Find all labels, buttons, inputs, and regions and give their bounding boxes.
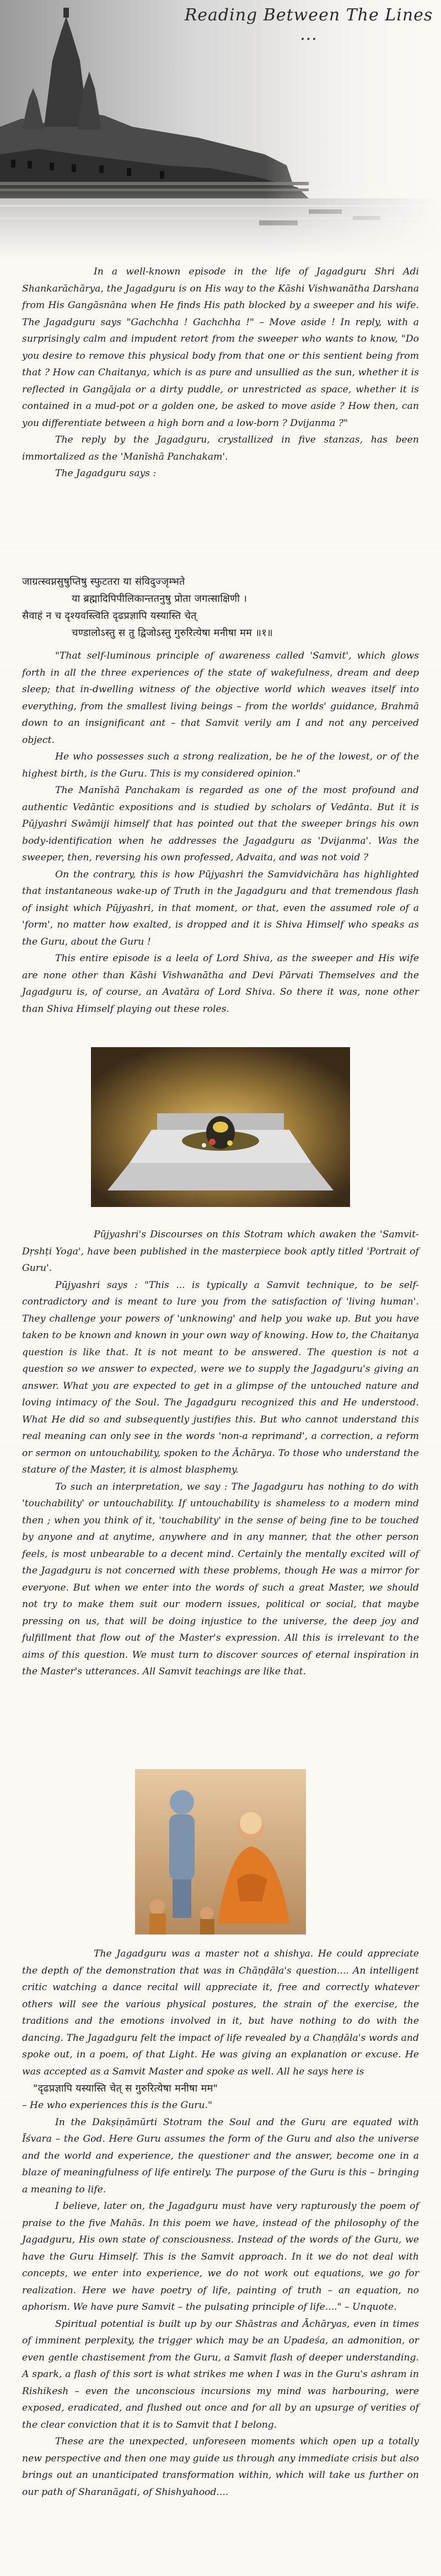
- explanation-section: [22, 648, 419, 1017]
- belief-paragraph: I believe, later on, the Jagadguru must have very rapturously the poem of praise to the five Mahās. In this poem we have, instead of the philosophy of the Jagadguru, His own state of consciousness. Instead of the words of the Guru, we have the Guru Himself. This is the Samvit approach. In it we do not deal with concepts, we enter into experience, we do not work out equations, we go for realization. Here we have poetry of life, painting of truth – an equation, no aphorism. We have pure Samvit – the pulsating principle of life...." – Unquote.: [22, 2201, 419, 2313]
- jagadguru-says: The Jagadguru says :: [55, 468, 157, 479]
- shivalinga-photo: [91, 1047, 350, 1207]
- shloka-line-1: जाग्रत्स्वप्नसुषुप्तिषु स्फुटतरा या संविदुज्जृम्भते: [22, 576, 185, 588]
- dakshinamurti-paragraph: In the Dakṣiṇāmūrti Stotram the Soul and the Guru are equated with Īśvara – the God. Here Guru assumes the form of the Guru and also the universe and the world and experience, the questioner and the answer, become one in a blaze of meaningfulness of life entirely. The purpose of the Guru is this – bringing a meaning to life.: [22, 2116, 419, 2195]
- guru-shloka-meaning: – He who experiences this is the Guru.": [22, 2100, 212, 2111]
- shivalinga-photo-frame: [91, 1047, 350, 1207]
- manisha-paragraph: The Manīshā Panchakam is regarded as one of the most profound and authentic Vedāntic expositions and is studied by scholars of Vedānta. But it is Pūjyashri Swāmiji himself that has pointed out that the sweeper brings his own body-identification when he addresses the Jagadguru as 'Dvijanma'. Was the sweeper, then, reversing his own professed, Advaita, and was not void ?: [22, 785, 419, 863]
- discourse-intro: Pūjyashri's Discourses on this Stotram which awaken the 'Samvit-Dṛshṭi Yoga', have been published in the masterpiece book aptly titled 'Portrait of Guru'.: [22, 1229, 419, 1274]
- adi-shankara-painting: [135, 1769, 306, 1934]
- leela-paragraph: This entire episode is a leela of Lord Shiva, as the sweeper and His wife are none other than Kāshi Vishwanātha and Devi Pārvati Themselves and the Jagadguru is, of course, an Avatāra of Lord Shiva. So there it was, none other than Shiva Himself playing out these roles.: [22, 953, 419, 1015]
- conclusion-paragraph: These are the unexpected, unforeseen moments which open up a totally new perspective and then one may guide us through any immediate crisis but also brings out an unanticipated transformation within, which will take us further on our path of Sharanāgati, of Shishyahood....: [22, 2436, 419, 2498]
- shloka-block: [22, 573, 419, 642]
- painting-frame: [135, 1769, 306, 1934]
- shloka-line-2: या ब्रह्मादिपिपीलिकान्ततनुषु प्रोता जगत्साक्षिणी ।: [72, 593, 248, 605]
- intro-section: [22, 263, 419, 482]
- page-title: Reading Between The Lines ...: [184, 6, 433, 44]
- shloka-line-3: सैवाहं न च दृश्यवस्त्विति दृढप्रज्ञापि यस्यास्ति चेत्: [22, 610, 197, 622]
- contrary-paragraph: On the contrary, this is how Pūjyashri the Samvidvichāra has highlighted that instantaneous wake-up of Truth in the Jagadguru and that tremendous flash of insight which Pūjyashri, in that moment, or that, even the assumed role of a 'form', no matter how exalted, is dropped and it is Shiva Himself who speaks as the Guru, about the Guru !: [22, 869, 419, 947]
- swamiji-quote: Pūjyashri says : "This ... is typically a Samvit technique, to be self-contradictory and is meant to lure you from the satisfaction of 'living human'. They challenge your powers of 'unknowing' and help you wake up. But you have taken to be known and known in your own way of knowing. How to, the Chaitanya question is like that. It is not meant to be answered. The question is not a question so we answer to expected, were we to supply the Jagadguru's giving an answer. What you are expected to get in a glimpse of the untouched nature and loving intimacy of the Soul. The Jagadguru recognized this and He understood. What He did so and subsequently justifies this. But who cannot understand this real meaning can only see in the words 'non-a reprimand', a correction, a reform or sermon on untouchability, spoken to the Āchārya. To those who understand the stature of the Master, it is almost blasphemy.: [22, 1279, 419, 1475]
- closing-section: [22, 1946, 419, 2500]
- interpretation-paragraph: To such an interpretation, we say : The Jagadguru has nothing to do with 'touchability' or untouchability. If untouchability is shameless to a modern mind then ; when you think of it, 'touchability' in the sense of being fine to be touched by anyone and at anytime, anywhere and in any manner, that the other person feels, is most unbearable to a decent mind. Certainly the mentally excited will of the Jagadguru is not concerned with these problems, though He was a mirror for everyone. But when we enter into the words of such a great Master, we should not try to make them suit our modern issues, political or social, that maybe pressing on us, that will be doing injustice to the universe, the deep joy and fulfillment that flow out of the Master's expression. All this is irrelevant to the aims of this question. We must turn to discover sources of eternal inspiration in the Master's utterances. All Samvit teachings are like that.: [22, 1481, 419, 1677]
- master-paragraph: The Jagadguru was a master not a shishya. He could appreciate the depth of the demonstration that was in Chāṇḍāla's question.... An intelligent critic watching a dance recital will appreciate it, free and correctly whatever others will see the various physical postures, the strain of the exercise, the traditions and the emotions involved in it, but have nothing to do with the dancing. The Jagadguru felt the impact of life revealed by a Chaṇḍāla's words and spoke out, in a poem, of that Light. He was giving an explanation or excuse. He was accepted as a Samvit Master and spoke as well. All he says here is: [22, 1948, 419, 2077]
- guru-quote: He who possesses such a strong realization, be he of the lowest, or of the highest birth, is the Guru. This is my considered opinion.": [22, 751, 419, 779]
- spiritual-paragraph: Spiritual potential is built up by our Shāstras and Āchāryas, even in times of imminent perplexity, the trigger which may be an Upadeśa, an admonition, or even gentle chastisement from the Guru, a Samvit flash of deeper understanding. A spark, a flash of this sort is what strikes me when I was in the Guru's ashram in Rishikesh – even the unconscious incursions my mind was harbouring, were exposed, eradicated, and flushed out once and for all by an upsurge of verities of the clear conviction that it is to Samvit that I belong.: [22, 2318, 419, 2431]
- shloka-line-4: चण्डालोऽस्तु स तु द्विजोऽस्तु गुरुरित्येषा मनीषा मम ॥१॥: [72, 627, 273, 639]
- guru-shloka: "दृढप्रज्ञापि यस्यास्ति चेत् स गुरुरित्येषा मनीषा मम": [33, 2083, 218, 2094]
- intro-paragraph: In a well-known episode in the life of Jagadguru Shri Adi Shankarāchārya, the Jagadguru is on His way to the Kāshi Vishwanātha Darshana from His Gangāsnāna when He finds His path blocked by a sweeper and his wife. The Jagadguru says "Gachchha ! Gachchha !" – Move aside ! In reply, with a surprisingly calm and impudent retort from the sweeper who wants to know, "Do you desire to remove this physical body from that one or this sentient being from that ? How can Chaitanya, which is as pure and unsullied as the sun, whether it is reflected in Gangājala or a dirty puddle, or unrestricted as space, whether it is contained in a mud-pot or a golden one, be asked to move aside ? How then, can you differentiate between a high born and a low-born ? Dvijanma ?": [22, 266, 419, 429]
- reply-paragraph: The reply by the Jagadguru, crystallized in five stanzas, has been immortalized as the 'Manīshā Panchakam'.: [22, 434, 419, 462]
- samvit-quote: "That self-luminous principle of awareness called 'Samvit', which glows forth in all the three experiences of the state of wakefulness, dream and deep sleep; that in-dwelling witness of the objective world which weaves itself into everything, from the smallest living beings – from the worlds' guidance, Brahmā down to an insignificant ant – that Samvit verily am I and not any perceived object.: [22, 650, 419, 746]
- discourse-section: [22, 1226, 419, 1680]
